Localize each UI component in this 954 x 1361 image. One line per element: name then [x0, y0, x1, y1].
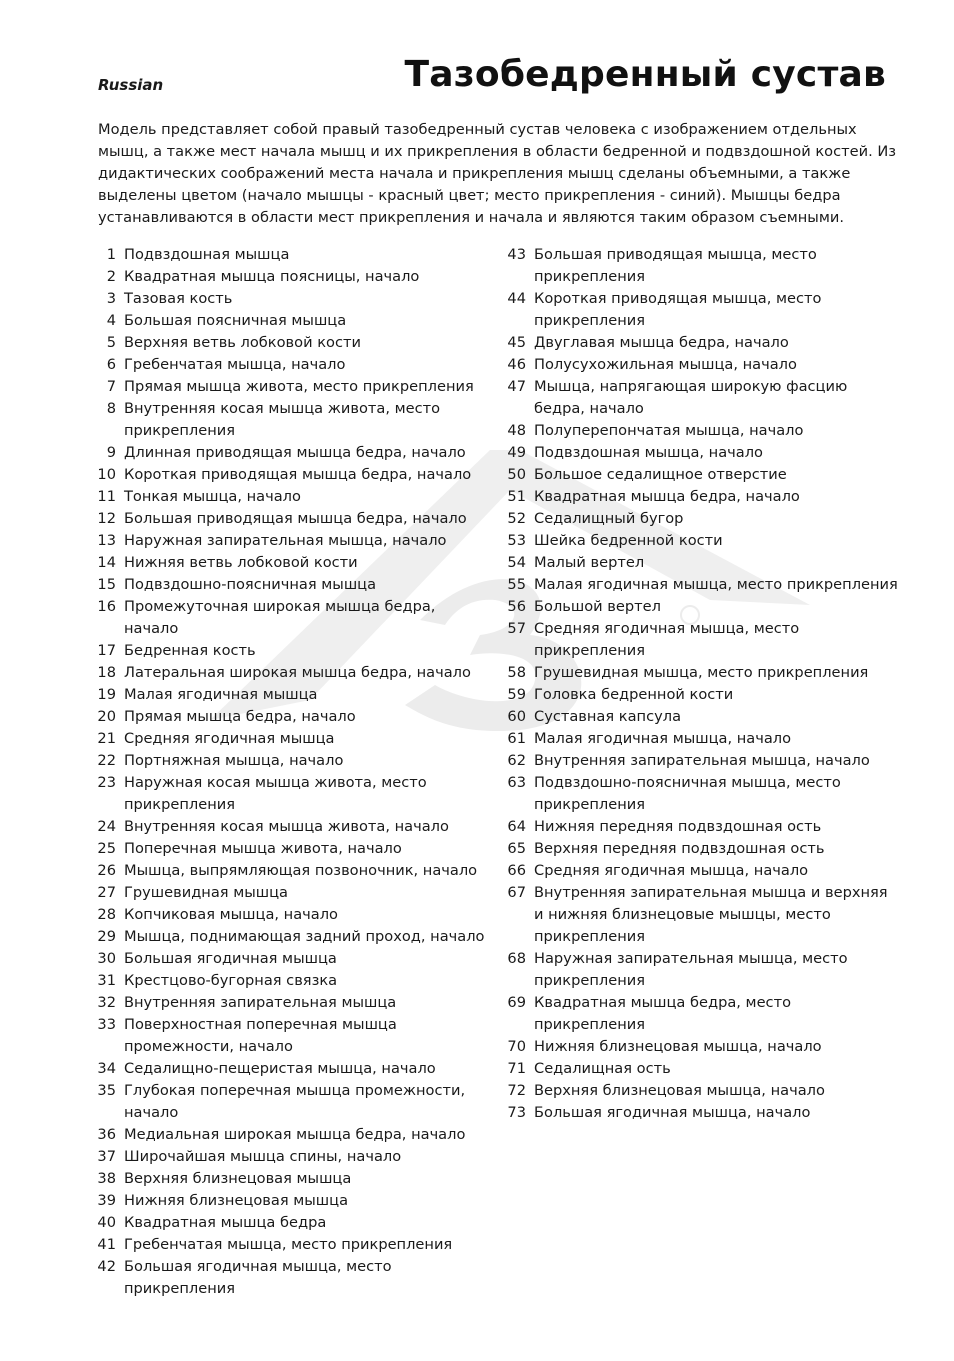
legend-item: [90, 486, 490, 508]
legend-item-number: 18: [97, 664, 116, 681]
legend-item-label: Бедренная кость: [124, 642, 256, 659]
legend-item-number: 46: [507, 356, 526, 373]
legend-item: [500, 574, 900, 596]
legend-item: [500, 816, 900, 838]
legend-item-number: 50: [507, 466, 526, 483]
legend-item: [500, 596, 900, 618]
legend-item: [90, 1058, 490, 1080]
legend-item-number: 17: [97, 642, 116, 659]
legend-item-label: Верхняя передняя подвздошная ость: [534, 840, 825, 857]
legend-item-label: Наружная запирательная мышца, место прикрепления: [534, 950, 848, 989]
legend-item: [90, 332, 490, 354]
legend-item-number: 11: [97, 488, 116, 505]
legend-item-number: 5: [106, 334, 116, 351]
legend-item-number: 26: [97, 862, 116, 879]
legend-item-number: 9: [106, 444, 116, 461]
legend-item-label: Малая ягодичная мышца: [124, 686, 318, 703]
legend-item: [500, 1036, 900, 1058]
legend-item-label: Головка бедренной кости: [534, 686, 734, 703]
legend-item-label: Подвздошная мышца, начало: [534, 444, 763, 461]
legend-item-number: 3: [106, 290, 116, 307]
legend-item-label: Широчайшая мышца спины, начало: [124, 1148, 402, 1165]
legend-item: [90, 838, 490, 860]
legend-item: [90, 596, 490, 640]
legend-item-number: 29: [97, 928, 116, 945]
legend-item-number: 19: [97, 686, 116, 703]
legend-item: [90, 1124, 490, 1146]
legend-item-number: 22: [97, 752, 116, 769]
legend-item-label: Седалищный бугор: [534, 510, 684, 527]
legend-item-number: 28: [97, 906, 116, 923]
legend-item-number: 70: [507, 1038, 526, 1055]
legend-item-number: 61: [507, 730, 526, 747]
language-label: Russian: [98, 76, 164, 94]
legend-item-label: Верхняя ветвь лобковой кости: [124, 334, 361, 351]
legend-item: [90, 684, 490, 706]
legend-item-label: Нижняя близнецовая мышца, начало: [534, 1038, 822, 1055]
legend-item-number: 65: [507, 840, 526, 857]
legend-item-number: 39: [97, 1192, 116, 1209]
legend-item-label: Большая ягодичная мышца: [124, 950, 337, 967]
legend-item-label: Квадратная мышца бедра, место прикрепления: [534, 994, 792, 1033]
legend-item: [90, 464, 490, 486]
legend-item: [500, 618, 900, 662]
legend-item-label: Внутренняя косая мышца живота, начало: [124, 818, 449, 835]
legend-item-number: 54: [507, 554, 526, 571]
legend-list-right: [500, 244, 900, 1124]
legend-item-number: 51: [507, 488, 526, 505]
legend-item: [500, 420, 900, 442]
legend-item-label: Наружная косая мышца живота, место прикрепления: [124, 774, 427, 813]
legend-item: [90, 1014, 490, 1058]
legend-item-number: 32: [97, 994, 116, 1011]
legend-item-label: Верхняя близнецовая мышца, начало: [534, 1082, 825, 1099]
legend-item: [500, 486, 900, 508]
legend-item-number: 31: [97, 972, 116, 989]
legend-item: [500, 838, 900, 860]
legend-item-label: Грушевидная мышца, место прикрепления: [534, 664, 869, 681]
legend-item-label: Большое седалищное отверстие: [534, 466, 787, 483]
legend-item-number: 68: [507, 950, 526, 967]
legend-item: [500, 1080, 900, 1102]
legend-item-label: Глубокая поперечная мышца промежности, начало: [124, 1082, 466, 1121]
legend-item-number: 69: [507, 994, 526, 1011]
legend-item-label: Медиальная широкая мышца бедра, начало: [124, 1126, 466, 1143]
legend-item-number: 15: [97, 576, 116, 593]
legend-item: [90, 992, 490, 1014]
legend-item: [500, 948, 900, 992]
legend-item-number: 63: [507, 774, 526, 791]
legend-item: [90, 1256, 490, 1300]
legend-item-label: Нижняя ветвь лобковой кости: [124, 554, 358, 571]
legend-item-number: 59: [507, 686, 526, 703]
legend-item: [500, 860, 900, 882]
legend-item-label: Внутренняя косая мышца живота, место прикрепления: [124, 400, 441, 439]
legend-item: [90, 882, 490, 904]
legend-item-number: 62: [507, 752, 526, 769]
legend-item-number: 56: [507, 598, 526, 615]
legend-item-number: 27: [97, 884, 116, 901]
legend-item-number: 55: [507, 576, 526, 593]
legend-item: [90, 1168, 490, 1190]
legend-item-label: Внутренняя запирательная мышца, начало: [534, 752, 870, 769]
legend-item-label: Малая ягодичная мышца, начало: [534, 730, 792, 747]
legend-item: [500, 354, 900, 376]
intro-paragraph: Модель представляет собой правый тазобедренный сустав человека с изображением отдельных мышц, а также мест начала мышц и их прикрепления в области бедренной и подвздошной костей. Из дидактических соображений места начала и прикрепления мышц сделаны объемными, а также выделены цветом (начало мышцы - красный цвет; место прикрепления - синий). Мышцы бедра устанавливаются в области мест прикрепления и начала и являются таким образом съемными.: [98, 121, 897, 226]
legend-item-label: Длинная приводящая мышца бедра, начало: [124, 444, 466, 461]
legend-item-label: Полусухожильная мышца, начало: [534, 356, 797, 373]
legend-item-label: Нижняя передняя подвздошная ость: [534, 818, 822, 835]
legend-item-label: Тонкая мышца, начало: [124, 488, 301, 505]
legend-item: [90, 1146, 490, 1168]
legend-item-label: Большая ягодичная мышца, место прикрепления: [124, 1258, 392, 1297]
legend-item-label: Мышца, выпрямляющая позвоночник, начало: [124, 862, 478, 879]
legend-item: [90, 266, 490, 288]
legend-item-number: 44: [507, 290, 526, 307]
legend-item-number: 49: [507, 444, 526, 461]
legend-item-number: 4: [106, 312, 116, 329]
legend-item: [90, 508, 490, 530]
legend-item-label: Наружная запирательная мышца, начало: [124, 532, 447, 549]
legend-item: [90, 1080, 490, 1124]
legend-item-label: Двуглавая мышца бедра, начало: [534, 334, 789, 351]
legend-item-label: Большой вертел: [534, 598, 661, 615]
legend-item: [90, 1212, 490, 1234]
legend-item-label: Большая поясничная мышца: [124, 312, 347, 329]
legend-item-number: 21: [97, 730, 116, 747]
legend-item-number: 38: [97, 1170, 116, 1187]
legend-item: [90, 398, 490, 442]
legend-item-number: 41: [97, 1236, 116, 1253]
legend-item: [90, 904, 490, 926]
legend-item-number: 58: [507, 664, 526, 681]
legend-item-number: 42: [97, 1258, 116, 1275]
legend-item-label: Промежуточная широкая мышца бедра, начало: [124, 598, 436, 637]
legend-list-left: [90, 244, 490, 1300]
legend-item-number: 30: [97, 950, 116, 967]
legend-item: [500, 882, 900, 948]
legend-item-label: Малый вертел: [534, 554, 645, 571]
legend-item-label: Портняжная мышца, начало: [124, 752, 344, 769]
legend-item: [90, 442, 490, 464]
legend-item-label: Нижняя близнецовая мышца: [124, 1192, 349, 1209]
legend-item-label: Гребенчатая мышца, начало: [124, 356, 346, 373]
legend-item-label: Латеральная широкая мышца бедра, начало: [124, 664, 471, 681]
legend-item-label: Средняя ягодичная мышца, начало: [534, 862, 809, 879]
legend-item-label: Прямая мышца бедра, начало: [124, 708, 356, 725]
legend-item: [90, 574, 490, 596]
legend-item-number: 71: [507, 1060, 526, 1077]
legend-item-label: Короткая приводящая мышца, место прикрепления: [534, 290, 822, 329]
legend-item: [90, 970, 490, 992]
legend-item-number: 66: [507, 862, 526, 879]
legend-item: [90, 640, 490, 662]
legend-item-number: 72: [507, 1082, 526, 1099]
legend-item-label: Подвздошно-поясничная мышца, место прикрепления: [534, 774, 841, 813]
legend-item: [90, 772, 490, 816]
legend-item-label: Подвздошная мышца: [124, 246, 290, 263]
legend-item-label: Средняя ягодичная мышца: [124, 730, 335, 747]
legend-item-label: Квадратная мышца бедра: [124, 1214, 327, 1231]
legend-item-label: Поверхностная поперечная мышца промежности, начало: [124, 1016, 397, 1055]
legend-item: [500, 464, 900, 486]
legend-item: [90, 926, 490, 948]
legend-item: [90, 1190, 490, 1212]
legend-item: [500, 750, 900, 772]
legend-item: [500, 1102, 900, 1124]
legend-item-number: 25: [97, 840, 116, 857]
legend-item: [500, 706, 900, 728]
legend-item: [90, 310, 490, 332]
legend-item: [90, 552, 490, 574]
legend-item: [90, 662, 490, 684]
legend-item: [90, 530, 490, 552]
legend-item-label: Малая ягодичная мышца, место прикрепления: [534, 576, 898, 593]
legend-item-number: 37: [97, 1148, 116, 1165]
legend-item-label: Квадратная мышца бедра, начало: [534, 488, 800, 505]
legend-item-number: 52: [507, 510, 526, 527]
legend-item-number: 8: [106, 400, 116, 417]
legend-item: [500, 1058, 900, 1080]
legend-item-label: Подвздошно-поясничная мышца: [124, 576, 377, 593]
legend-item-label: Грушевидная мышца: [124, 884, 288, 901]
legend-item: [500, 332, 900, 354]
legend-item-number: 23: [97, 774, 116, 791]
legend-item-number: 7: [106, 378, 116, 395]
legend-item-label: Большая ягодичная мышца, начало: [534, 1104, 811, 1121]
legend-item-number: 57: [507, 620, 526, 637]
legend-item-label: Мышца, поднимающая задний проход, начало: [124, 928, 485, 945]
legend-item: [500, 728, 900, 750]
legend-item-label: Короткая приводящая мышца бедра, начало: [124, 466, 472, 483]
legend-item-number: 48: [507, 422, 526, 439]
legend-item-label: Внутренняя запирательная мышца и верхняя и нижняя близнецовые мышцы, место прикрепления: [534, 884, 888, 945]
legend-item-label: Полуперепончатая мышца, начало: [534, 422, 804, 439]
legend-item-label: Суставная капсула: [534, 708, 682, 725]
legend-item-number: 60: [507, 708, 526, 725]
legend-item: [500, 376, 900, 420]
legend-item-label: Средняя ягодичная мышца, место прикрепления: [534, 620, 800, 659]
legend-item: [500, 244, 900, 288]
legend-item-number: 24: [97, 818, 116, 835]
legend-item: [500, 530, 900, 552]
legend-item: [500, 772, 900, 816]
legend-item: [90, 1234, 490, 1256]
legend-item-label: Седалищно-пещеристая мышца, начало: [124, 1060, 436, 1077]
legend-item-number: 13: [97, 532, 116, 549]
legend-item-label: Мышца, напрягающая широкую фасцию бедра, начало: [534, 378, 848, 417]
legend-item-number: 1: [106, 246, 116, 263]
legend-item-number: 34: [97, 1060, 116, 1077]
legend-item: [90, 376, 490, 398]
legend-item-label: Поперечная мышца живота, начало: [124, 840, 402, 857]
legend-item: [500, 288, 900, 332]
legend-item: [500, 508, 900, 530]
legend-item: [90, 728, 490, 750]
legend-item-number: 43: [507, 246, 526, 263]
legend-item-label: Шейка бедренной кости: [534, 532, 723, 549]
legend-item-number: 53: [507, 532, 526, 549]
legend-item-number: 35: [97, 1082, 116, 1099]
legend-item-number: 36: [97, 1126, 116, 1143]
legend-item: [500, 662, 900, 684]
legend-item-number: 40: [97, 1214, 116, 1231]
legend-item-label: Верхняя близнецовая мышца: [124, 1170, 352, 1187]
legend-item-label: Внутренняя запирательная мышца: [124, 994, 397, 1011]
legend-item: [90, 244, 490, 266]
legend-item-label: Квадратная мышца поясницы, начало: [124, 268, 420, 285]
legend-item-number: 67: [507, 884, 526, 901]
legend-item-label: Гребенчатая мышца, место прикрепления: [124, 1236, 453, 1253]
legend-item-number: 6: [106, 356, 116, 373]
legend-item-number: 64: [507, 818, 526, 835]
legend-item: [90, 706, 490, 728]
legend-item-number: 73: [507, 1104, 526, 1121]
legend-item: [90, 750, 490, 772]
legend-item-number: 14: [97, 554, 116, 571]
page-title: Тазобедренный сустав: [404, 54, 886, 95]
legend-item: [90, 288, 490, 310]
legend-item-number: 12: [97, 510, 116, 527]
legend-item-number: 33: [97, 1016, 116, 1033]
legend-item-label: Большая приводящая мышца бедра, начало: [124, 510, 467, 527]
legend-item: [500, 684, 900, 706]
legend-item-number: 2: [106, 268, 116, 285]
legend-item: [500, 992, 900, 1036]
legend-item-label: Тазовая кость: [124, 290, 233, 307]
legend-item: [90, 948, 490, 970]
legend-item-number: 10: [97, 466, 116, 483]
legend-item-label: Прямая мышца живота, место прикрепления: [124, 378, 474, 395]
legend-item-number: 20: [97, 708, 116, 725]
legend-item: [90, 354, 490, 376]
legend-item-number: 16: [97, 598, 116, 615]
legend-item: [500, 442, 900, 464]
legend-item-label: Седалищная ость: [534, 1060, 671, 1077]
legend-item: [90, 860, 490, 882]
legend-item-label: Копчиковая мышца, начало: [124, 906, 338, 923]
legend-item-number: 47: [507, 378, 526, 395]
legend-item-label: Большая приводящая мышца, место прикрепления: [534, 246, 817, 285]
legend-item: [500, 552, 900, 574]
legend-item: [90, 816, 490, 838]
legend-item-label: Крестцово-бугорная связка: [124, 972, 338, 989]
legend-item-number: 45: [507, 334, 526, 351]
